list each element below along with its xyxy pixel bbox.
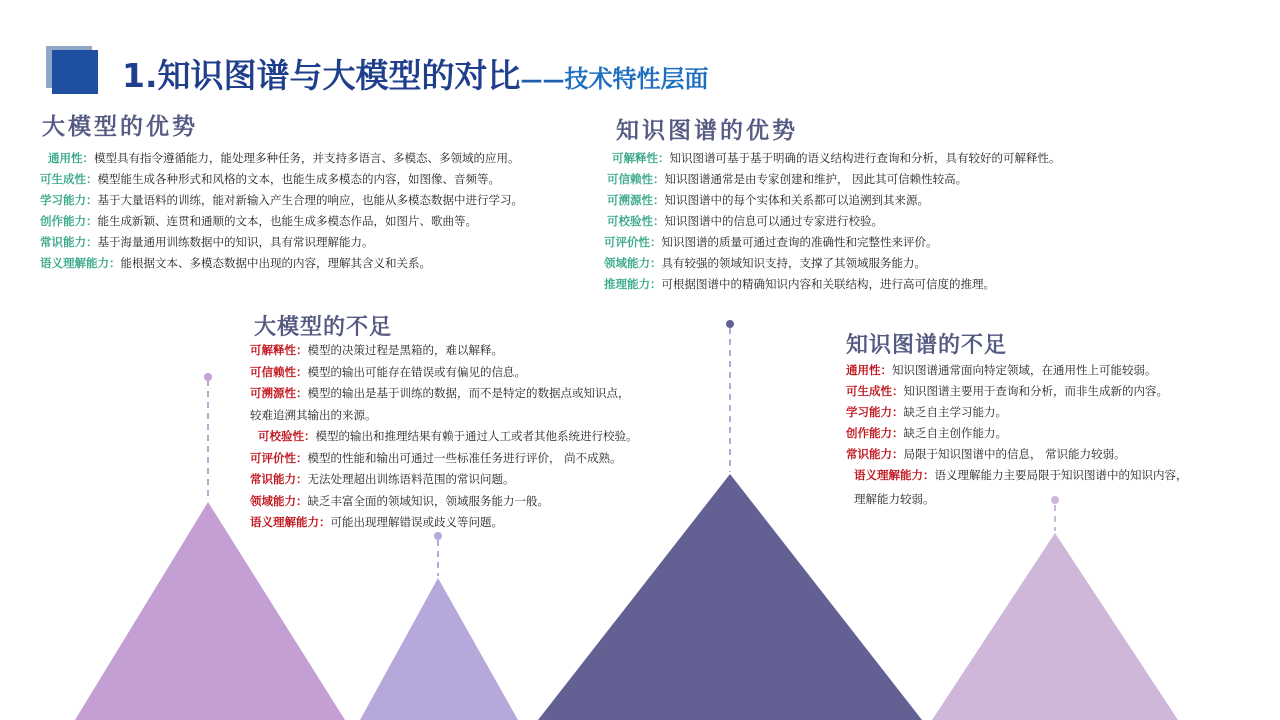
title-dash: —— (520, 68, 565, 93)
list-item: 可解释性：知识图谱可基于基于明确的语义结构进行查询和分析，具有较好的可解释性。 (612, 151, 1061, 165)
list-item: 语义理解能力：语义理解能力主要局限于知识图谱中的知识内容， (854, 468, 1188, 482)
list-item-continuation: 理解能力较弱。 (854, 492, 935, 506)
list-item: 语义理解能力：能根据文本、多模态数据中出现的内容，理解其含义和关系。 (40, 256, 431, 270)
list-item: 可评价性：知识图谱的质量可通过查询的准确性和完整性来评价。 (604, 235, 938, 249)
list-item: 可信赖性：模型的输出可能存在错误或有偏见的信息。 (250, 364, 526, 379)
kg-shortcomings-list (846, 360, 1188, 510)
list-item: 学习能力：缺乏自主学习能力。 (846, 405, 1007, 419)
list-item: 常识能力：基于海量通用训练数据中的知识，具有常识理解能力。 (40, 235, 374, 249)
kg-advantages-list (604, 148, 1061, 295)
list-item: 可溯源性：模型的输出是基于训练的数据，而不是特定的数据点或知识点， (250, 386, 630, 400)
list-item: 可溯源性：知识图谱中的每个实体和关系都可以追溯到其来源。 (607, 193, 929, 207)
list-item: 语义理解能力：可能出现理解错误或歧义等问题。 (250, 515, 503, 529)
list-item: 通用性：模型具有指令遵循能力，能处理多种任务，并支持多语言、多模态、多领域的应用。 (48, 151, 520, 165)
list-item: 领域能力：具有较强的领域知识支持，支撑了其领域服务能力。 (604, 256, 926, 270)
llm-advantages-list (40, 148, 523, 274)
list-item: 可解释性：模型的决策过程是黑箱的，难以解释。 (250, 343, 503, 357)
llm-shortcomings-heading: 大模型的不足 (254, 315, 393, 340)
kg-advantages-heading: 知识图谱的优势 (616, 118, 798, 144)
title-sub: 技术特性层面 (564, 65, 709, 93)
list-item: 常识能力：局限于知识图谱中的信息， 常识能力较弱。 (846, 447, 1126, 461)
list-item: 创作能力：缺乏自主创作能力。 (846, 426, 1007, 440)
title-main: 1.知识图谱与大模型的对比 (122, 56, 521, 95)
list-item-continuation: 较难追溯其输出的来源。 (250, 407, 377, 422)
llm-shortcomings-list (250, 340, 638, 534)
dot-3 (726, 320, 734, 328)
list-item: 可信赖性：知识图谱通常是由专家创建和维护， 因此其可信赖性较高。 (607, 172, 968, 186)
list-item: 可校验性：知识图谱中的信息可以通过专家进行校验。 (607, 214, 883, 228)
list-item: 可生成性：模型能生成各种形式和风格的文本，也能生成多模态的内容，如图像、音频等。 (40, 172, 500, 186)
list-item: 学习能力：基于大量语料的训练，能对新输入产生合理的响应，也能从多模态数据中进行学习。 (40, 193, 523, 207)
list-item: 可评价性：模型的性能和输出可通过一些标准任务进行评价， 尚不成熟。 (250, 450, 622, 465)
mountain-1 (75, 502, 345, 720)
dot-1 (204, 373, 212, 381)
list-item: 推理能力：可根据图谱中的精确知识内容和关联结构，进行高可信度的推理。 (604, 277, 995, 291)
page-title (122, 50, 709, 97)
logo-square (52, 50, 98, 94)
list-item: 常识能力：无法处理超出训练语料范围的常识问题。 (250, 472, 515, 486)
mountain-4 (932, 533, 1178, 720)
list-item: 领域能力：缺乏丰富全面的领域知识，领域服务能力一般。 (250, 493, 549, 508)
list-item: 可生成性：知识图谱主要用于查询和分析，而非生成新的内容。 (846, 384, 1168, 398)
list-item: 通用性：知识图谱通常面向特定领域，在通用性上可能较弱。 (846, 363, 1157, 377)
list-item: 可校验性：模型的输出和推理结果有赖于通过人工或者其他系统进行校验。 (258, 429, 638, 443)
kg-shortcomings-heading: 知识图谱的不足 (846, 333, 1008, 358)
list-item: 创作能力：能生成新颖、连贯和通顺的文本，也能生成多模态作品，如图片、歌曲等。 (40, 214, 477, 228)
mountain-2 (360, 578, 518, 720)
llm-advantages-heading: 大模型的优势 (42, 114, 198, 140)
